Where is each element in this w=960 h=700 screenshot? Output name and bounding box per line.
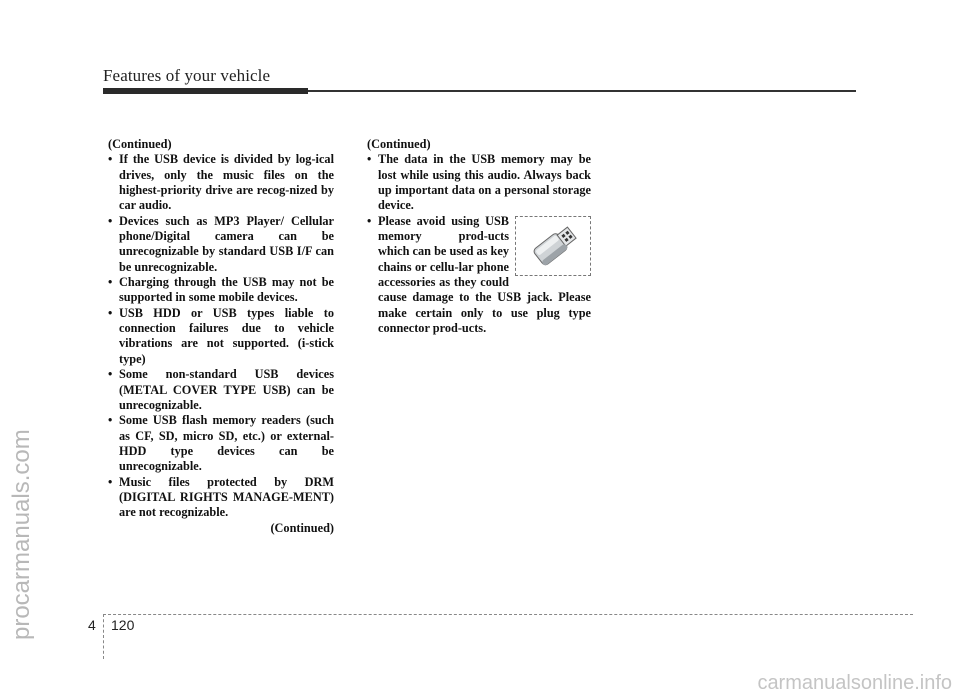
list-item: [108, 152, 334, 213]
side-watermark: procarmanuals.com: [8, 429, 35, 640]
list-item-text: Charging through the USB may not be supported in some mobile devices.: [119, 275, 334, 305]
list-item: [108, 306, 334, 367]
list-item-text: USB HDD or USB types liable to connection failures due to vehicle vibrations are not supported. (i-stick type): [119, 305, 334, 366]
footer-rule: [103, 614, 913, 615]
usb-flash-drive-icon: [515, 216, 591, 276]
list-item-text: Please avoid using USB memory prod-ucts which can be used as key chains or cellu-lar phone accessories as they could cause damage to the USB jack. Please make certain only to use plug type connector prod-ucts.: [378, 213, 591, 336]
section-title: Features of your vehicle: [103, 66, 271, 85]
bullet-icon: •: [108, 305, 113, 320]
list-item-text: Devices such as MP3 Player/ Cellular phone/Digital camera can be unrecognizable by standard USB I/F can be unrecognizable.: [119, 213, 334, 274]
list-item-text: The data in the USB memory may be lost while using this audio. Always back up important data on a personal storage device.: [378, 152, 591, 213]
bullet-icon: •: [108, 152, 113, 167]
list-item: [108, 367, 334, 413]
list-item: [108, 275, 334, 306]
continued-label-top: (Continued): [367, 137, 431, 151]
continued-label-bottom: (Continued): [270, 520, 334, 535]
bullet-icon: •: [108, 213, 113, 228]
footer-divider: [103, 614, 104, 659]
list-item: [108, 214, 334, 275]
chapter-number: 4: [88, 617, 96, 633]
bottom-watermark: carmanualsonline.info: [757, 672, 952, 694]
page-number: 120: [111, 617, 135, 633]
right-column: [367, 137, 591, 336]
list-item: [367, 152, 591, 213]
bullet-icon: •: [108, 367, 113, 382]
bullet-icon: •: [108, 275, 113, 290]
list-item-text: Some USB flash memory readers (such as CF, SD, micro SD, etc.) or external-HDD type devices can be unrecognizable.: [119, 413, 334, 474]
header-rule-accent: [103, 88, 308, 94]
left-column: [108, 137, 334, 536]
bullet-icon: •: [108, 413, 113, 428]
list-item-text: Some non-standard USB devices (METAL COVER TYPE USB) can be unrecognizable.: [119, 367, 334, 412]
list-item: [108, 475, 334, 521]
bullet-icon: •: [108, 474, 113, 489]
list-item-text: Music files protected by DRM (DIGITAL RIGHTS MANAGE-MENT) are not recognizable.: [119, 474, 334, 520]
bullet-icon: •: [367, 152, 372, 167]
list-item-text: If the USB device is divided by log-ical drives, only the music files on the highest-priority drive are recog-nized by car audio.: [119, 152, 334, 213]
continued-label-top: (Continued): [108, 137, 172, 151]
bullet-icon: •: [367, 213, 372, 228]
list-item: [108, 413, 334, 474]
